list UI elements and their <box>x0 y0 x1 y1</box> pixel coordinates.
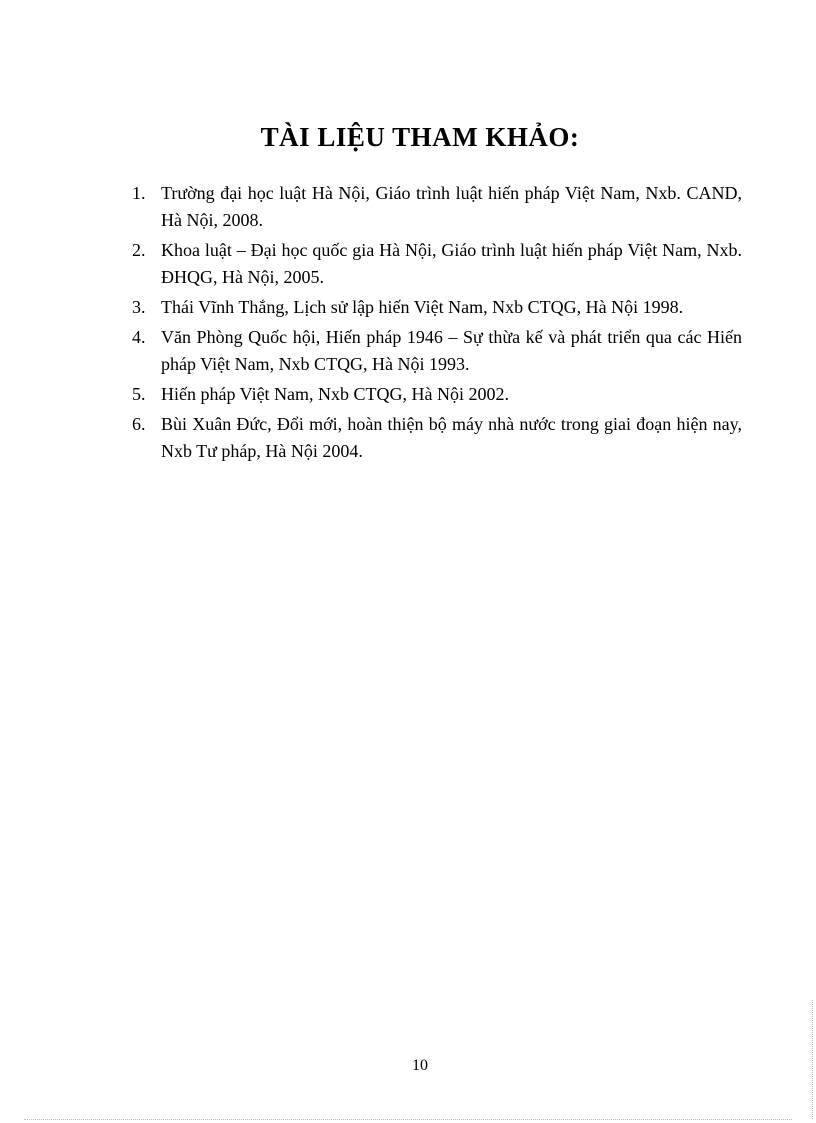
reference-item-4 <box>132 324 742 378</box>
reference-number: 1. <box>132 183 146 203</box>
reference-text: Bùi Xuân Đức, Đổi mới, hoàn thiện bộ máy nhà nước trong giai đoạn hiện nay, Nxb Tư pháp, Hà Nội 2004. <box>161 414 742 461</box>
page-bottom-border <box>24 1119 792 1120</box>
reference-text: Hiến pháp Việt Nam, Nxb CTQG, Hà Nội 2002. <box>161 384 510 404</box>
reference-text: Văn Phòng Quốc hội, Hiến pháp 1946 – Sự thừa kế và phát triển qua các Hiến pháp Việt Nam, Nxb CTQG, Hà Nội 1993. <box>161 327 742 374</box>
page-number: 10 <box>412 1057 428 1074</box>
reference-item-5 <box>132 381 742 408</box>
reference-item-6 <box>132 411 742 465</box>
reference-number: 5. <box>132 384 146 404</box>
page-title: TÀI LIỆU THAM KHẢO: <box>260 122 580 152</box>
reference-number: 6. <box>132 414 146 434</box>
reference-item-1 <box>132 180 742 234</box>
reference-text: Khoa luật – Đại học quốc gia Hà Nội, Giáo trình luật hiến pháp Việt Nam, Nxb. ĐHQG, Hà Nội, 2005. <box>161 240 742 287</box>
reference-number: 2. <box>132 240 146 260</box>
page-right-border <box>812 1000 813 1119</box>
reference-list <box>132 180 742 468</box>
reference-text: Trường đại học luật Hà Nội, Giáo trình luật hiến pháp Việt Nam, Nxb. CAND, Hà Nội, 2008. <box>161 183 742 230</box>
reference-number: 3. <box>132 297 146 317</box>
reference-item-2 <box>132 237 742 291</box>
reference-item-3 <box>132 294 742 321</box>
reference-number: 4. <box>132 327 146 347</box>
reference-text: Thái Vĩnh Thắng, Lịch sử lập hiến Việt Nam, Nxb CTQG, Hà Nội 1998. <box>161 297 684 317</box>
